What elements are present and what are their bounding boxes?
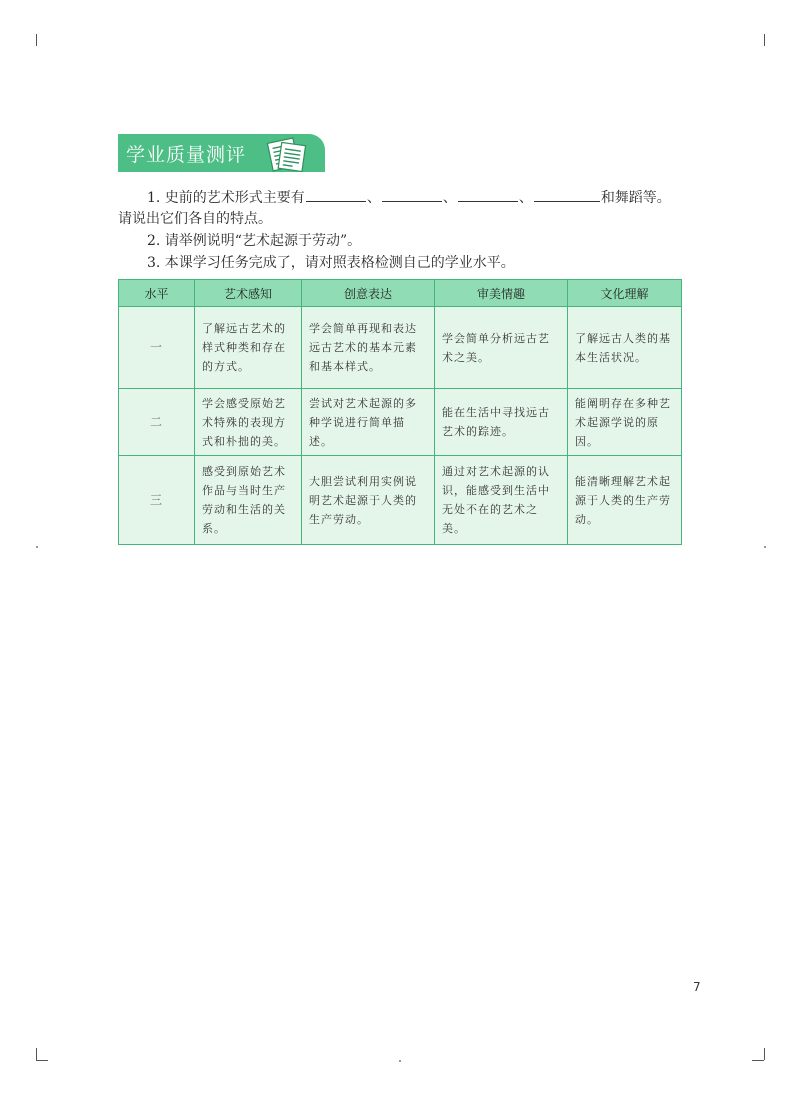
- separator-3: 、: [518, 190, 533, 206]
- question-1-line-2: 请说出它们各自的特点。: [118, 211, 272, 227]
- table-row: [119, 456, 682, 545]
- crop-mark-bottom-right-v: [764, 1048, 765, 1060]
- crop-mark-bottom-left-h: [36, 1060, 48, 1061]
- crop-mark-bottom-right-h: [752, 1060, 764, 1061]
- question-1: [147, 187, 671, 208]
- answer-blank-1[interactable]: [306, 187, 366, 202]
- table-header-row: [119, 280, 682, 307]
- page-number: 7: [693, 980, 701, 994]
- culture-cell: 能阐明存在多种艺术起源学说的原因。: [568, 389, 682, 456]
- answer-blank-3[interactable]: [458, 187, 518, 202]
- aesthetic-cell: 能在生活中寻找远古艺术的踪迹。: [435, 389, 568, 456]
- question-2: 2. 请举例说明“艺术起源于劳动”。: [147, 233, 362, 249]
- perception-cell: 感受到原始艺术作品与当时生产劳动和生活的关系。: [195, 456, 302, 545]
- table-row: [119, 307, 682, 389]
- aesthetic-cell: 通过对艺术起源的认识，能感受到生活中无处不在的艺术之美。: [435, 456, 568, 545]
- section-title: 学业质量测评: [126, 144, 247, 166]
- expression-cell: 尝试对艺术起源的多种学说进行简单描述。: [302, 389, 435, 456]
- perception-cell: 学会感受原始艺术特殊的表现方式和朴拙的美。: [195, 389, 302, 456]
- header-level: 水平: [119, 280, 195, 307]
- question-1-end: 和舞蹈等。: [600, 190, 671, 206]
- crop-mark-top-left: [36, 34, 37, 46]
- expression-cell: 大胆尝试利用实例说明艺术起源于人类的生产劳动。: [302, 456, 435, 545]
- header-aesthetic: 审美情趣: [435, 280, 568, 307]
- level-cell: 三: [119, 456, 195, 545]
- question-1-start: 1. 史前的艺术形式主要有: [147, 190, 305, 206]
- separator-2: 、: [442, 190, 457, 206]
- table-row: [119, 389, 682, 456]
- separator-1: 、: [366, 190, 381, 206]
- perception-cell: 了解远古艺术的样式种类和存在的方式。: [195, 307, 302, 389]
- assessment-table: [118, 279, 682, 545]
- header-culture: 文化理解: [568, 280, 682, 307]
- header-expression: 创意表达: [302, 280, 435, 307]
- culture-cell: 了解远古人类的基本生活状况。: [568, 307, 682, 389]
- culture-cell: 能清晰理解艺术起源于人类的生产劳动。: [568, 456, 682, 545]
- question-3: 3. 本课学习任务完成了，请对照表格检测自己的学业水平。: [147, 255, 515, 271]
- crop-mark-bottom-left-v: [36, 1048, 37, 1060]
- registration-dot-bottom: [399, 1060, 401, 1062]
- crop-mark-top-right: [764, 34, 765, 46]
- level-cell: 一: [119, 307, 195, 389]
- level-cell: 二: [119, 389, 195, 456]
- aesthetic-cell: 学会简单分析远古艺术之美。: [435, 307, 568, 389]
- header-perception: 艺术感知: [195, 280, 302, 307]
- answer-blank-2[interactable]: [382, 187, 442, 202]
- expression-cell: 学会简单再现和表达远古艺术的基本元素和基本样式。: [302, 307, 435, 389]
- document-papers-icon: [262, 136, 308, 172]
- answer-blank-4[interactable]: [534, 187, 600, 202]
- registration-dot-right: [764, 546, 766, 548]
- registration-dot-left: [36, 546, 38, 548]
